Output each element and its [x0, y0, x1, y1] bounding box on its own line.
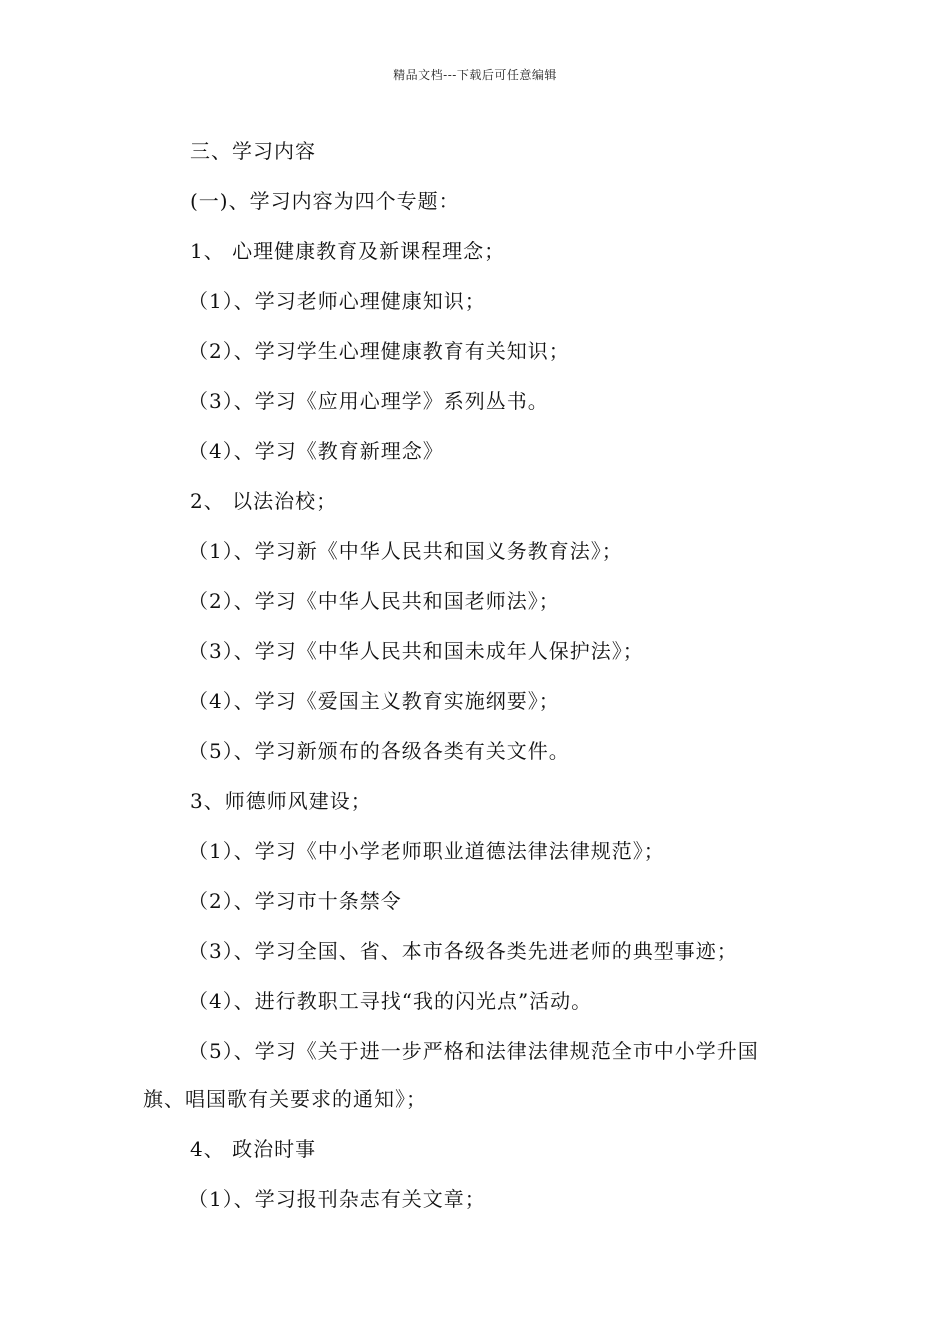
list-item: （5）、学习新颁布的各级各类有关文件。 [188, 739, 570, 763]
list-item: （4）、学习《教育新理念》 [188, 439, 444, 463]
list-item: （1）、学习新《中华人民共和国义务教育法》； [188, 539, 623, 563]
list-item: （1）、学习报刊杂志有关文章； [188, 1187, 486, 1211]
subsection-heading: (一)、学习内容为四个专题： [190, 189, 460, 213]
list-item: （4）、进行教职工寻找“我的闪光点”活动。 [188, 989, 593, 1013]
topic-1-heading: 1、 心理健康教育及新课程理念； [190, 239, 506, 263]
list-item: （5）、学习《关于进一步严格和法律法律规范全市中小学升国 [188, 1039, 759, 1063]
list-item: （3）、学习《中华人民共和国未成年人保护法》； [188, 639, 644, 663]
topic-4-heading: 4、 政治时事 [190, 1137, 317, 1161]
list-item: （2）、学习市十条禁令 [188, 889, 402, 913]
list-item: （4）、学习《爱国主义教育实施纲要》； [188, 689, 560, 713]
section-heading: 三、学习内容 [190, 139, 316, 163]
list-item: （3）、学习全国、省、本市各级各类先进老师的典型事迹； [188, 939, 738, 963]
list-item: （1）、学习《中小学老师职业道德法律法律规范》； [188, 839, 665, 863]
list-item: （2）、学习《中华人民共和国老师法》； [188, 589, 560, 613]
list-item: （2）、学习学生心理健康教育有关知识； [188, 339, 570, 363]
page-header: 精品文档---下载后可任意编辑 [393, 68, 557, 82]
topic-3-heading: 3、师德师风建设； [190, 789, 372, 813]
topic-2-heading: 2、 以法治校； [190, 489, 338, 513]
list-item: （1）、学习老师心理健康知识； [188, 289, 486, 313]
list-item: （3）、学习《应用心理学》系列丛书。 [188, 389, 549, 413]
list-item-continuation: 旗、唱国歌有关要求的通知》； [143, 1087, 427, 1111]
